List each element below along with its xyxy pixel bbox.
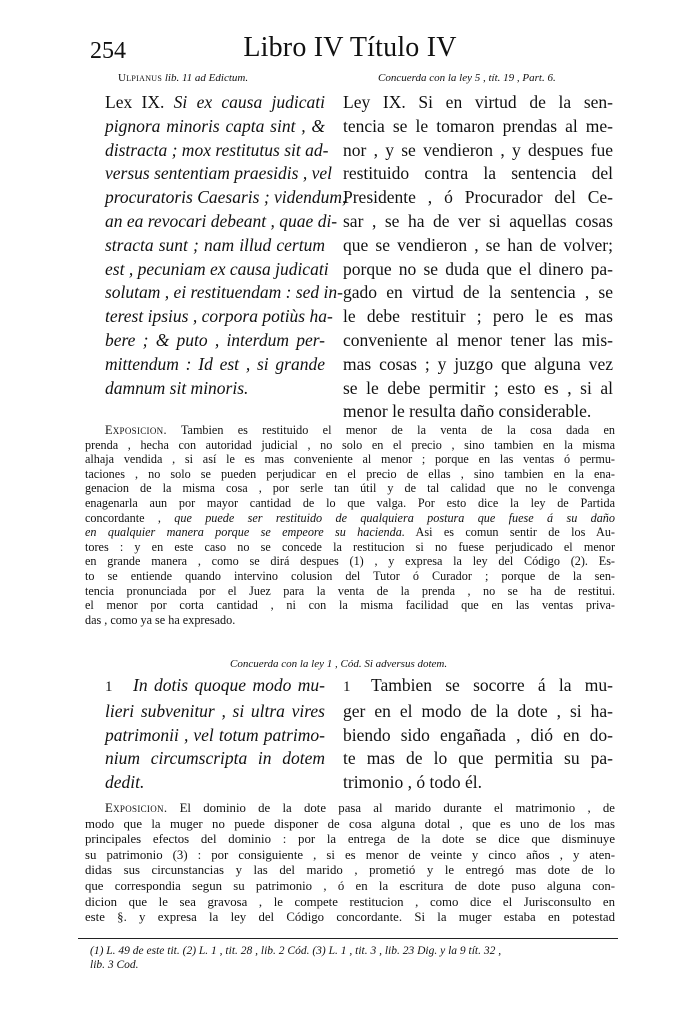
text-line: nium circumscripta in dotem <box>105 748 325 769</box>
text-line: principales efectos del dominio : por la entrega de la dote se dice que disminuye <box>85 832 615 847</box>
text-line: tores : y en este caso no se concede la restitucion si no fuese perjudicado el menor <box>85 539 615 554</box>
footnote-line: lib. 3 Cod. <box>90 959 139 971</box>
text-line: gado en virtud de la sentencia , se <box>343 282 613 303</box>
text-line: Lex IX. Si ex causa judicati <box>105 92 325 112</box>
text-line: alhaja vendida , si así le es mas conveniente al menor ; porque en las ventas ó permu- <box>85 452 615 467</box>
page-number: 254 <box>90 38 126 64</box>
section-number: 1 <box>343 679 351 695</box>
spanish-text-section-1 <box>343 674 613 795</box>
text-line: bere ; & puto , interdum per- <box>105 329 325 350</box>
text-line: taciones , no solo se pueden perjudicar en el precio de ellas , sino tambien en la ena- <box>85 466 615 481</box>
text-line: nor , y se vendieron , y despues fue <box>343 139 613 160</box>
text-line: Ley IX. Si en virtud de la sen- <box>343 92 613 112</box>
text-line: trimonio , ó todo él. <box>343 772 483 793</box>
text-line: mas cosas ; y juzgo que alguna vez <box>343 353 613 374</box>
footnote-line: (1) L. 49 de este tit. (2) L. 1 , tit. 28 , lib. 2 Cód. (3) L. 1 , tit. 3 , lib. 23 Dig. y la 9 tít. 32 , <box>90 945 502 957</box>
exposicion-label: Exposicion. <box>105 801 168 815</box>
text-line: el menor por corta cantidad , ni con la misma facilidad que en las ventas priva- <box>85 598 615 613</box>
text-line: est , pecuniam ex causa judicati <box>105 258 329 279</box>
text-line: en grande manera , como se dirá despues (1) , y expresa la ley del Código (2). Es- <box>85 554 615 569</box>
text-line: patrimonii , vel totum patrimo- <box>105 724 325 745</box>
text-line: distracta ; mox restitutus sit ad- <box>105 139 329 160</box>
text-line: su patrimonio (3) : por consiguiente , si es menor de veinte y cinco años , y aten- <box>85 847 615 862</box>
text-line: dicion que le sea gravosa , le compete restitucion , como dice el Jurisconsulto en <box>85 894 615 909</box>
text-line: Exposicion. Tambien es restituido el menor de la venta de la cosa dada en <box>105 423 615 437</box>
text-line: tencia pronunciada por el Juez para la venta de la prenda , no se ha de restitui. <box>85 583 615 598</box>
text-line: dedit. <box>105 772 145 793</box>
text-line: terest ipsius , corpora potiùs ha- <box>105 306 333 327</box>
concordance-note: Concuerda con la ley 5 , tít. 19 , Part. 6. <box>378 72 556 84</box>
text-line: genacion de la misma cosa , por serle tan útil y de tal calidad que no le convenga <box>85 481 615 496</box>
text-line: te mas de lo que permitia su pa- <box>343 748 613 769</box>
text-line: an ea revocari debeant , quae di- <box>105 210 338 231</box>
exposicion-paragraph <box>85 801 615 926</box>
text-line: pignora minoris capta sint , & <box>105 115 325 136</box>
latin-text-law-ix <box>105 91 347 400</box>
text-line: conveniente al menor tener las mis- <box>343 329 613 350</box>
section-number: 1 <box>105 679 113 695</box>
text-line: to se entiende quando intervino colusion del Tutor ó Curador ; porque de la sen- <box>85 568 615 583</box>
spanish-text-law-ix <box>343 91 613 424</box>
concordance-heading: Concuerda con la ley 1 , Cód. Si adversus dotem. <box>230 658 448 670</box>
text-line: das , como ya se ha expresado. <box>85 612 236 627</box>
exposicion-label: Exposicion. <box>105 423 167 437</box>
text-line: Exposicion. El dominio de la dote pasa al marido durante el matrimonio , de <box>105 801 615 815</box>
footnotes <box>90 944 615 972</box>
text-line: menor le resulta daño considerable. <box>343 401 592 422</box>
exposicion-paragraph <box>85 423 615 627</box>
footnote-rule <box>78 938 618 939</box>
text-line: enagenarla aun por mayor cantidad de lo que valga. Por esto dice la ley de Partida <box>85 495 615 510</box>
source-author: Ulpianus <box>118 72 163 84</box>
text-line: este §. y expresa la ley del Código concordante. Si la muger estaba en potestad <box>85 910 615 925</box>
text-line: ger en el modo de la dote , si ha- <box>343 700 613 721</box>
text-line: 1 In dotis quoque modo mu- <box>105 674 325 700</box>
text-line: en qualquier manera porque se empeore su hacienda. Asi es comun sentir de los Au- <box>85 525 615 540</box>
text-line: le debe restituir ; pero le es mas <box>343 306 613 327</box>
text-line: porque no se duda que el dinero pa- <box>343 258 613 279</box>
text-line: prenda , hecha con autoridad judicial , no solo en el precio , sino tambien en la misma <box>85 437 615 452</box>
text-line: concordante , que puede ser restituido de qualquiera postura que fuese á su daño <box>85 510 615 525</box>
text-line: tencia se le tomaron prendas al me- <box>343 115 613 136</box>
text-line: 1 Tambien se socorre á la mu- <box>343 674 613 700</box>
text-line: versus sententiam praesidis , vel <box>105 163 332 184</box>
text-line: stracta sunt ; nam illud certum <box>105 234 325 255</box>
text-line: solutam , ei restituendam : sed in- <box>105 282 344 303</box>
latin-text-section-1 <box>105 674 325 795</box>
page-header <box>90 28 610 68</box>
text-line: lieri subvenitur , si ultra vires <box>105 700 325 721</box>
source-citation <box>118 72 248 84</box>
text-line: restituido contra la sentencia del <box>343 163 613 184</box>
text-line: que correspondia segun su patrimonio , ó en la escritura de dote puso alguna con- <box>85 878 615 893</box>
text-line: mittendum : Id est , si grande <box>105 353 325 374</box>
text-line: que se vendieron , se han de volver; <box>343 234 613 255</box>
text-line: didas sus circunstancias y las del marido , prometió y le entregó mas dote de lo <box>85 863 615 878</box>
text-line: se le debe permitir ; esto es , si al <box>343 377 613 398</box>
text-line: procuratoris Caesaris ; videndum, <box>105 187 347 208</box>
source-reference: lib. 11 ad Edictum. <box>162 72 249 84</box>
text-line: Presidente , ó Procurador del Ce- <box>343 187 613 208</box>
text-line: sar , se ha de ver si aquellas cosas <box>343 210 613 231</box>
text-line: damnum sit minoris. <box>105 377 249 398</box>
running-head: Libro IV Título IV <box>243 32 457 63</box>
text-line: modo que la muger no puede disponer de cosa alguna dotal , que es uno de los mas <box>85 816 615 831</box>
text-line: biendo sido engañada , dió en do- <box>343 724 613 745</box>
